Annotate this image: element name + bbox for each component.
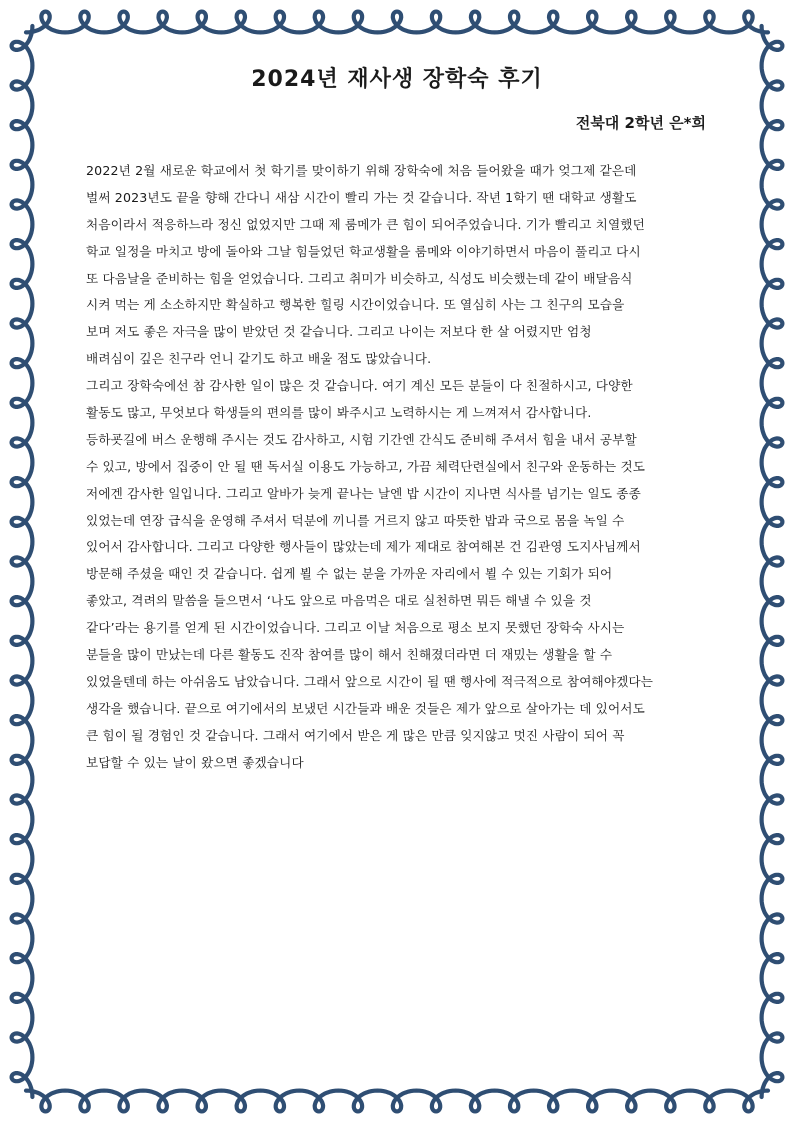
- text-line: 활동도 많고, 무엇보다 학생들의 편의를 많이 봐주시고 노력하시는 게 느껴져서 감사합니다.: [86, 405, 592, 421]
- text-line: 벌써 2023년도 끝을 향해 간다니 새삼 시간이 빨리 가는 것 같습니다. 작년 1학기 땐 대학교 생활도: [86, 189, 637, 205]
- text-line: 분들을 많이 만났는데 다른 활동도 진작 참여를 많이 해서 친해졌더라면 더 재밌는 생활을 할 수: [86, 647, 613, 663]
- text-line: 또 다음날을 준비하는 힘을 얻었습니다. 그리고 취미가 비슷하고, 식성도 비슷했는데 같이 배달음식: [86, 270, 633, 286]
- text-line: 있었는데 연장 급식을 운영해 주셔서 덕분에 끼니를 거르지 않고 따뜻한 밥과 국으로 몸을 녹일 수: [86, 512, 625, 528]
- text-line: 수 있고, 방에서 집중이 안 될 땐 독서실 이용도 가능하고, 가끔 체력단련실에서 친구와 운동하는 것도: [86, 458, 646, 474]
- swirl-border-edge-bottom: [26, 1091, 768, 1112]
- text-line: 배려심이 깊은 친구라 언니 같기도 하고 배울 점도 많았습니다.: [86, 351, 432, 367]
- text-line: 있었을텐데 하는 아쉬움도 남았습니다. 그래서 앞으로 시간이 될 땐 행사에 적극적으로 참여해야겠다는: [86, 673, 654, 689]
- text-line: 있어서 감사합니다. 그리고 다양한 행사들이 많았는데 제가 제대로 참여해본 건 김관영 도지사님께서: [86, 539, 641, 555]
- swirl-border-edge-right: [762, 26, 783, 1097]
- author-line: 전북대 2학년 은*희: [575, 114, 706, 132]
- text-line: 저에겐 감사한 일입니다. 그리고 알바가 늦게 끝나는 날엔 밥 시간이 지나면 식사를 넘기는 일도 종종: [86, 485, 641, 501]
- text-line: 등하굣길에 버스 운행해 주시는 것도 감사하고, 시험 기간엔 간식도 준비해 주셔서 힘을 내서 공부할: [86, 431, 637, 447]
- swirl-border-edge-left: [12, 26, 33, 1097]
- text-line: 보며 저도 좋은 자극을 많이 받았던 것 같습니다. 그리고 나이는 저보다 한 살 어렸지만 엄청: [86, 324, 592, 340]
- swirl-border-edge-top: [26, 12, 768, 33]
- text-line: 보답할 수 있는 날이 왔으면 좋겠습니다: [86, 754, 304, 770]
- text-line: 같다’라는 용기를 얻게 된 시간이었습니다. 그리고 이날 처음으로 평소 보지 못했던 장학숙 사시는: [86, 620, 625, 636]
- text-line: 좋았고, 격려의 말씀을 들으면서 ‘나도 앞으로 마음먹은 대로 실천하면 뭐든 해낼 수 있을 것: [86, 593, 592, 609]
- text-line: 방문해 주셨을 때인 것 같습니다. 쉽게 뵐 수 없는 분을 가까운 자리에서 뵐 수 있는 기회가 되어: [86, 566, 613, 582]
- text-line: 큰 힘이 될 경험인 것 같습니다. 그래서 여기에서 받은 게 많은 만큼 잊지않고 멋진 사람이 되어 꼭: [86, 727, 625, 743]
- text-line: 학교 일정을 마치고 방에 돌아와 그날 힘들었던 학교생활을 룸메와 이야기하면서 마음이 풀리고 다시: [86, 243, 641, 259]
- text-line: 처음이라서 적응하느라 정신 없었지만 그때 제 룸메가 큰 힘이 되어주었습니다. 기가 빨리고 치열했던: [86, 216, 645, 232]
- text-line: 그리고 장학숙에선 참 감사한 일이 많은 것 같습니다. 여기 계신 모든 분들이 다 친절하시고, 다양한: [86, 378, 633, 394]
- essay-body: [86, 158, 726, 776]
- page-title: 2024년 재사생 장학숙 후기: [251, 67, 543, 92]
- text-line: 2022년 2월 새로운 학교에서 첫 학기를 맞이하기 위해 장학숙에 처음 들어왔을 때가 엊그제 같은데: [86, 163, 637, 178]
- text-line: 시켜 먹는 게 소소하지만 확실하고 행복한 힐링 시간이었습니다. 또 열심히 사는 그 친구의 모습을: [86, 297, 625, 313]
- text-line: 생각을 했습니다. 끝으로 여기에서의 보냈던 시간들과 배운 것들은 제가 앞으로 살아가는 데 있어서도: [86, 700, 645, 716]
